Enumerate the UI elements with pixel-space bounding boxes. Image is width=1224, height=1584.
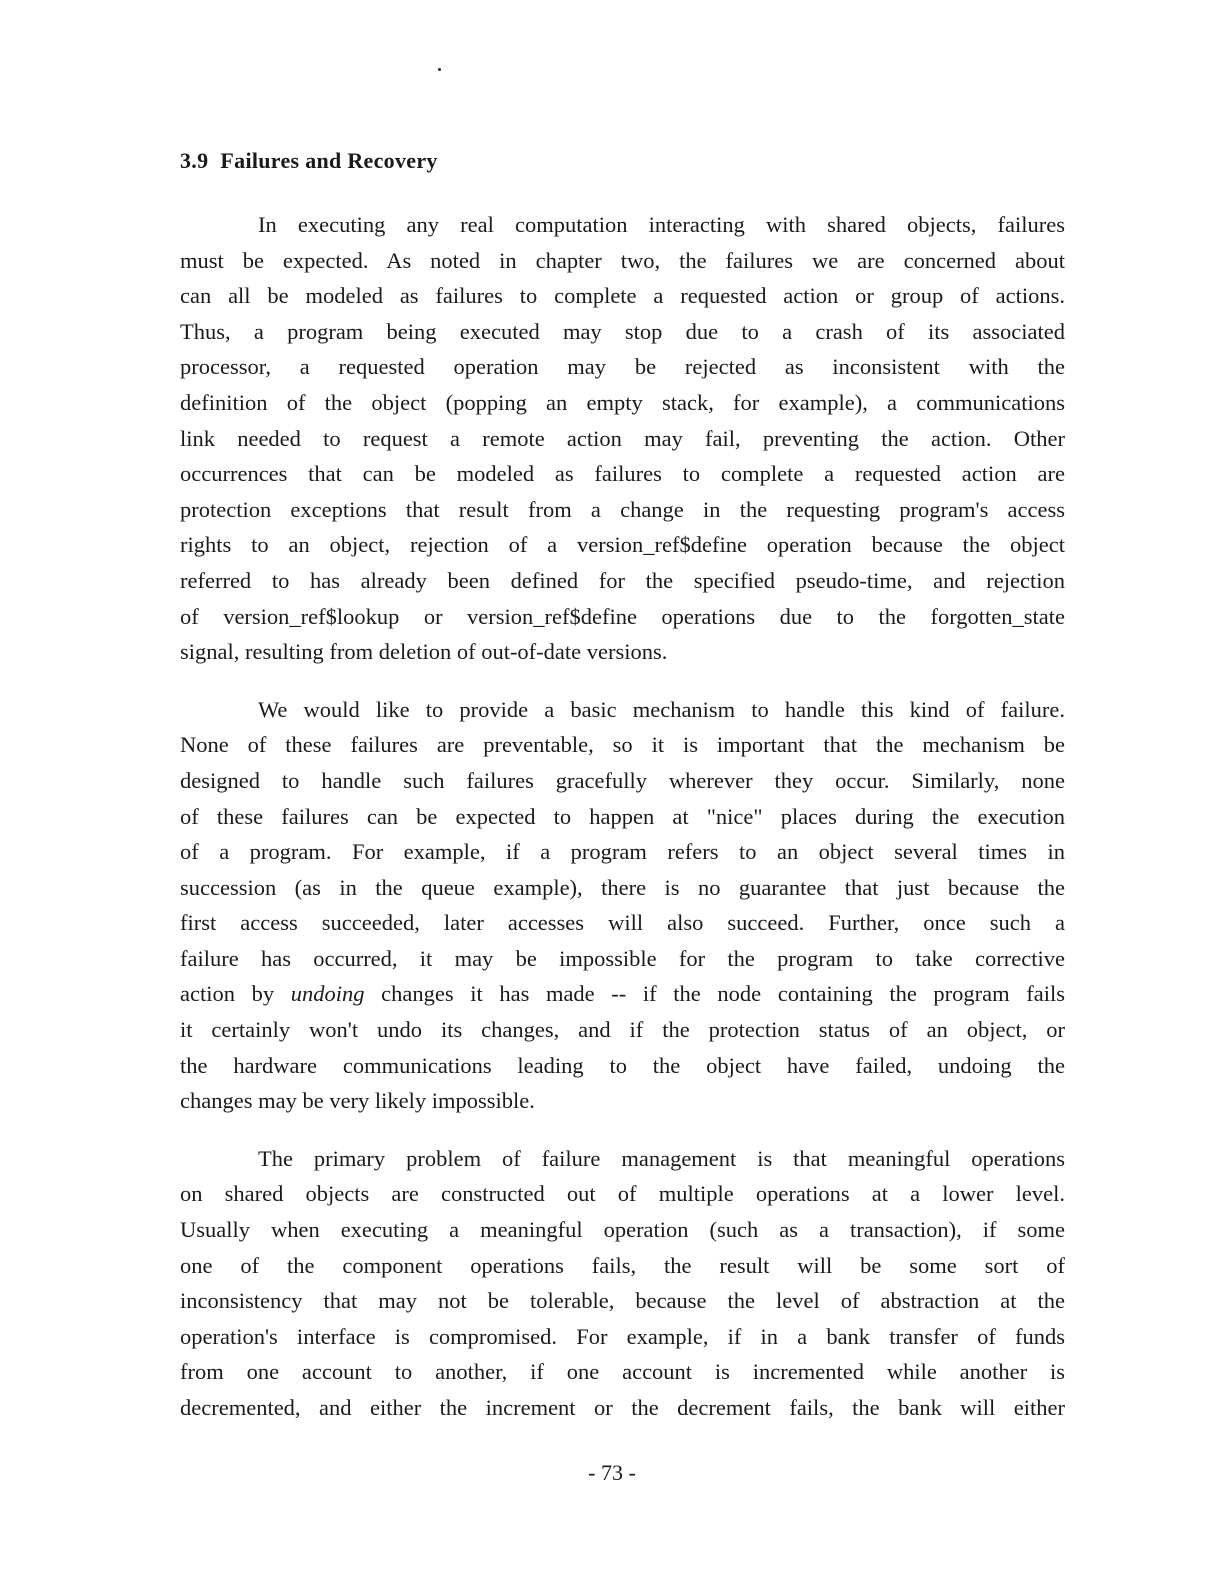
text-line: one of the component operations fails, the result will be some sort of	[180, 1252, 1065, 1278]
text-line: We would like to provide a basic mechanism to handle this kind of failure.	[258, 696, 1065, 722]
text-run: changes it has made -- if the node containing the program fails	[381, 981, 1066, 1007]
body-text	[180, 207, 1065, 1426]
paragraph-1	[180, 207, 1065, 670]
emphasized-word: undoing	[290, 981, 365, 1007]
text-line: can all be modeled as failures to complete a requested action or group of actions.	[180, 283, 1065, 309]
text-line: inconsistency that may not be tolerable, because the level of abstraction at the	[180, 1288, 1065, 1314]
text-line: decremented, and either the increment or the decrement fails, the bank will either	[180, 1395, 1065, 1420]
text-line: rights to an object, rejection of a version_ref$define operation because the object	[180, 532, 1065, 558]
text-line: Usually when executing a meaningful operation (such as a transaction), if some	[180, 1217, 1065, 1243]
text-line: Thus, a program being executed may stop due to a crash of its associated	[180, 318, 1065, 344]
text-line: signal, resulting from deletion of out-of-date versions.	[180, 639, 668, 665]
text-line: from one account to another, if one account is incremented while another is	[180, 1359, 1065, 1385]
page-number: - 73 -	[588, 1460, 636, 1485]
text-line: processor, a requested operation may be rejected as inconsistent with the	[180, 354, 1065, 380]
text-line: definition of the object (popping an empty stack, for example), a communications	[180, 389, 1065, 415]
text-line: link needed to request a remote action may fail, preventing the action. Other	[180, 425, 1065, 451]
text-line: In executing any real computation interacting with shared objects, failures	[258, 212, 1065, 237]
text-line: failure has occurred, it may be impossible for the program to take corrective	[180, 945, 1065, 971]
text-line: of these failures can be expected to happen at "nice" places during the execution	[180, 803, 1065, 829]
scan-speck	[438, 68, 441, 71]
text-line: protection exceptions that result from a change in the requesting program's access	[180, 496, 1065, 522]
text-line: changes may be very likely impossible.	[180, 1088, 535, 1114]
text-line: occurrences that can be modeled as failures to complete a requested action are	[180, 461, 1065, 487]
text-line: operation's interface is compromised. For example, if in a bank transfer of funds	[180, 1323, 1065, 1349]
text-line: of version_ref$lookup or version_ref$define operations due to the forgotten_state	[180, 603, 1065, 629]
paragraph-3	[180, 1141, 1065, 1426]
paragraph-2	[180, 692, 1065, 1119]
section-heading	[180, 148, 438, 174]
text-line: designed to handle such failures gracefully wherever they occur. Similarly, none	[180, 767, 1065, 793]
text-line: the hardware communications leading to the object have failed, undoing the	[180, 1052, 1065, 1078]
text-line: first access succeeded, later accesses will also succeed. Further, once such a	[180, 910, 1065, 936]
text-line: succession (as in the queue example), there is no guarantee that just because the	[180, 874, 1065, 900]
text-line: referred to has already been defined for the specified pseudo-time, and rejection	[180, 567, 1065, 593]
text-line: it certainly won't undo its changes, and if the protection status of an object, or	[180, 1017, 1065, 1043]
text-line: of a program. For example, if a program refers to an object several times in	[180, 839, 1065, 865]
text-run: action by	[180, 981, 275, 1007]
text-line: on shared objects are constructed out of multiple operations at a lower level.	[180, 1181, 1065, 1207]
section-title: Failures and Recovery	[220, 148, 438, 173]
text-line-with-emphasis	[180, 976, 1065, 1012]
text-line: None of these failures are preventable, so it is important that the mechanism be	[180, 732, 1065, 758]
section-number: 3.9	[180, 148, 209, 173]
text-line: The primary problem of failure management is that meaningful operations	[258, 1145, 1065, 1171]
text-line: must be expected. As noted in chapter two, the failures we are concerned about	[180, 247, 1065, 273]
